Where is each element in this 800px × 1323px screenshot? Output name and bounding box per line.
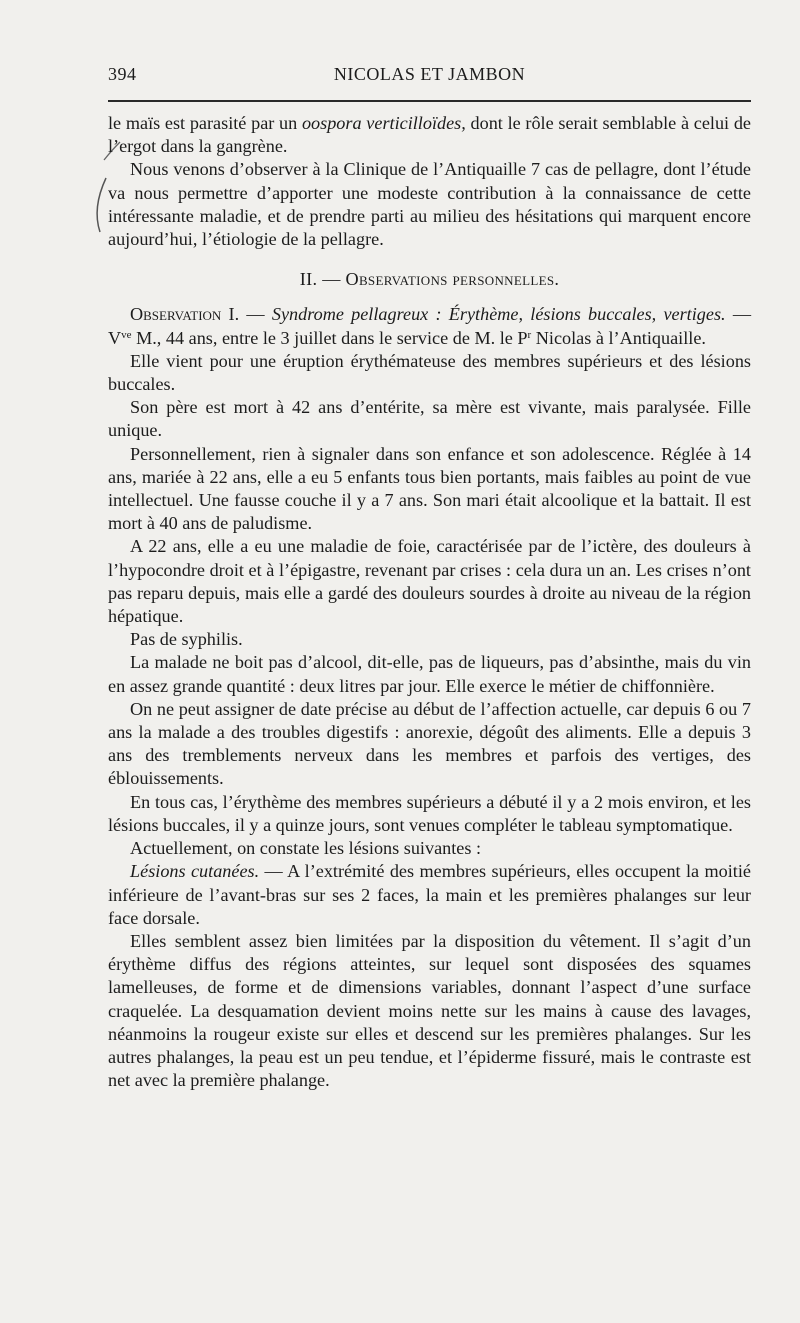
page-number: 394 [108,64,137,84]
running-title: NICOLAS ET JAMBON [333,64,526,84]
body-text [108,112,751,1092]
paragraph: On ne peut assigner de date précise au début de l’affection actuelle, car depuis 6 ou 7 ans la malade a des troubles digestifs : anorexie, dégoût des aliments. Elle a depuis 3 ans des tremblements nerveux dans les membres et parfois des vertiges, des éblouissements. [108,698,751,789]
subsection-label: Lésions cutanées. [130,861,260,882]
paragraph: le maïs est parasité par un oospora verticilloïdes, dont le rôle serait semblable à celui de l’ergot dans la gangrène. [108,113,751,157]
observation-title: Syndrome pellagreux : Érythème, lésions buccales, vertiges. [271,304,726,325]
paragraph: Pas de syphilis. [130,629,243,650]
observation-label: Observation I. [130,304,240,325]
paragraph: Son père est mort à 42 ans d’entérite, sa mère est vivante, mais paralysée. Fille unique. [108,397,751,441]
paragraph: En tous cas, l’érythème des membres supérieurs a débuté il y a 2 mois environ, et les lésions buccales, il y a quinze jours, sont venues compléter le tableau symptomatique. [108,791,751,835]
header-rule [108,100,751,102]
section-title: II. — Observations personnelles. [299,269,560,290]
italic-term: oospora verticilloïdes, [301,113,466,133]
paragraph: Personnellement, rien à signaler dans son enfance et son adolescence. Réglée à 14 ans, mariée à 22 ans, elle a eu 5 enfants tous bien portants, mais faibles au point de vue intellectuel. Une fausse couche il y a 7 ans. Son mari était alcoolique et la battait. Il est mort à 40 ans de paludisme. [108,443,751,534]
running-header [108,58,751,88]
paragraph: Lésions cutanées. — A l’extrémité des membres supérieurs, elles occupent la moitié inférieure de l’avant-bras sur ses 2 faces, la main et les premières phalanges sur leur face dorsale. [108,861,751,928]
paragraph: La malade ne boit pas d’alcool, dit-elle, pas de liqueurs, pas d’absinthe, mais du vin en assez grande quantité : deux litres par jour. Elle exerce le métier de chiffonnière. [108,652,751,696]
paragraph: Elle vient pour une éruption érythémateuse des membres supérieurs et des lésions buccales. [108,350,751,395]
paragraph: A 22 ans, elle a eu une maladie de foie, caractérisée par de l’ictère, des douleurs à l’hypocondre droit et à l’épigastre, revenant par crises : cela dura un an. Les crises n’ont pas reparu depuis, mais elle a gardé des douleurs sourdes à droite au niveau de la région hépatique. [108,536,751,627]
paragraph: Nous venons d’observer à la Clinique de l’Antiquaille 7 cas de pellagre, dont l’étude va nous permettre d’apporter une modeste contribution à la connaissance de cette intéressante maladie, et de prendre parti au milieu des hésitations qui marquent encore aujourd’hui, l’étiologie de la pellagre. [108,159,751,250]
paragraph: Elles semblent assez bien limitées par la disposition du vêtement. Il s’agit d’un érythème diffus des régions atteintes, sur lequel sont disposées des squames lamelleuses, de forme et de dimensions variables, donnant l’aspect d’une surface craquelée. La desquamation devient moins nette sur les mains à cause des lavages, néanmoins la rougeur existe sur elles et descend sur les premières phalanges. Sur les autres phalanges, la peau est un peu tendue, et l’épiderme fissuré, mais le contraste est net avec la première phalange. [108,930,751,1091]
observation-heading: Observation I. — Syndrome pellagreux : Érythème, lésions buccales, vertiges. — $V^{ve}$ M., 44 ans, entre le 3 juillet dans le service de M. le $P^r$ Nicolas à l’Antiquaille. [108,304,752,348]
paragraph: Actuellement, on constate les lésions suivantes : [130,838,482,859]
